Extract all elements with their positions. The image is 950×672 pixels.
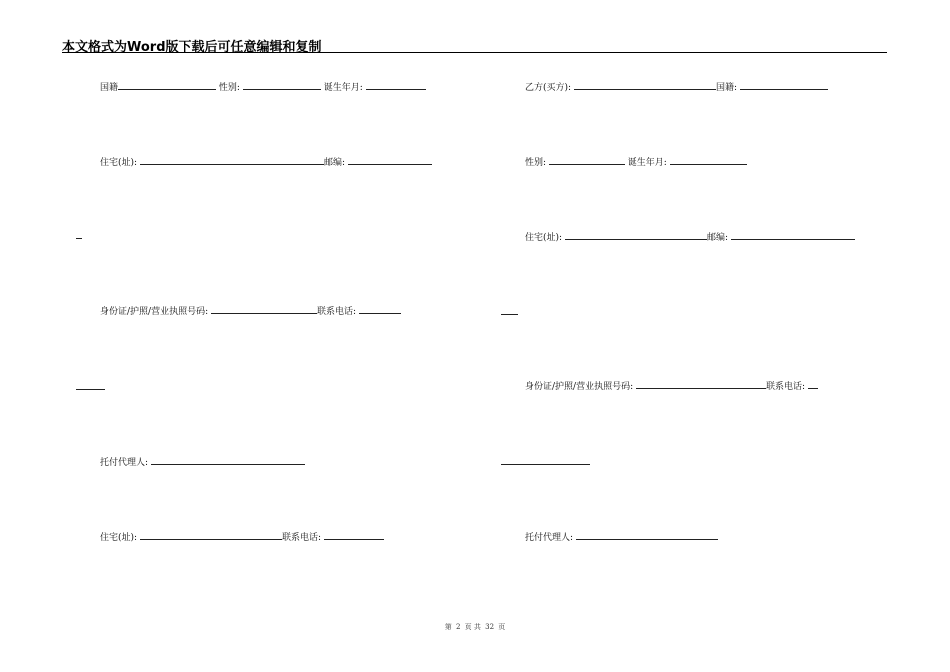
left-agent-address-label: 住宅(址): (100, 533, 138, 543)
right-agent-label: 托付代理人: (525, 533, 574, 543)
left-address-label: 住宅(址): (100, 158, 138, 168)
left-id-blank (211, 304, 317, 314)
right-id-blank (636, 379, 766, 389)
right-id-label: 身份证/护照/营业执照号码: (525, 382, 634, 392)
right-postcode-blank (731, 230, 855, 240)
right-birth-blank (670, 155, 747, 165)
left-row-agent (100, 455, 305, 469)
left-agent-blank (151, 455, 305, 465)
right-phone-label: 联系电话: (765, 382, 806, 392)
left-phone-blank (359, 304, 401, 314)
left-postcode-label: 邮编: (323, 158, 345, 168)
right-phone-blank (808, 379, 818, 389)
footer-current-page: 2 (455, 623, 461, 631)
right-postcode-label: 邮编: (706, 233, 728, 243)
right-row-address (525, 230, 855, 244)
footer-prefix: 第 (444, 623, 452, 631)
right-row-agent (525, 530, 718, 544)
left-address-blank (140, 155, 324, 165)
footer-suffix: 页 (498, 623, 506, 631)
document-header-title: 本文格式为Word版下载后可任意编辑和复制 (62, 40, 322, 55)
left-phone-label: 联系电话: (316, 307, 357, 317)
right-row-party-b (525, 80, 828, 94)
page-number-footer (0, 622, 950, 632)
header-divider (62, 52, 887, 53)
right-birth-label: 诞生年月: (627, 158, 667, 168)
footer-total-pages: 32 (485, 623, 495, 631)
left-nationality-blank (118, 80, 216, 90)
left-agent-label: 托付代理人: (100, 458, 149, 468)
left-phone-overflow-line (76, 389, 105, 390)
left-postcode-blank (348, 155, 432, 165)
left-agent-address-blank (140, 530, 282, 540)
right-party-b-label: 乙方(买方): (525, 83, 572, 93)
right-phone-overflow-line (501, 464, 590, 465)
left-row-agent-address (100, 530, 384, 544)
right-row-id (525, 379, 818, 393)
left-gender-label: 性别: (218, 83, 240, 93)
right-address-blank (565, 230, 707, 240)
left-row-id (100, 304, 401, 318)
left-address-overflow-line (76, 238, 82, 239)
right-nationality-label: 国籍: (715, 83, 737, 93)
footer-mid: 页 共 (464, 623, 481, 631)
left-agent-phone-label: 联系电话: (281, 533, 321, 543)
left-row-nationality (100, 80, 426, 94)
left-row-address (100, 155, 432, 169)
right-gender-blank (549, 155, 625, 165)
right-nationality-blank (740, 80, 828, 90)
right-party-b-blank (574, 80, 716, 90)
right-gender-label: 性别: (525, 158, 547, 168)
left-birth-blank (366, 80, 426, 90)
left-birth-label: 诞生年月: (323, 83, 363, 93)
left-id-label: 身份证/护照/营业执照号码: (100, 307, 209, 317)
left-gender-blank (243, 80, 321, 90)
right-address-label: 住宅(址): (525, 233, 563, 243)
right-agent-blank (576, 530, 718, 540)
left-agent-phone-blank (324, 530, 384, 540)
left-nationality-label: 国籍 (100, 83, 119, 93)
right-row-gender (525, 155, 747, 169)
right-postcode-overflow-line (501, 314, 518, 315)
